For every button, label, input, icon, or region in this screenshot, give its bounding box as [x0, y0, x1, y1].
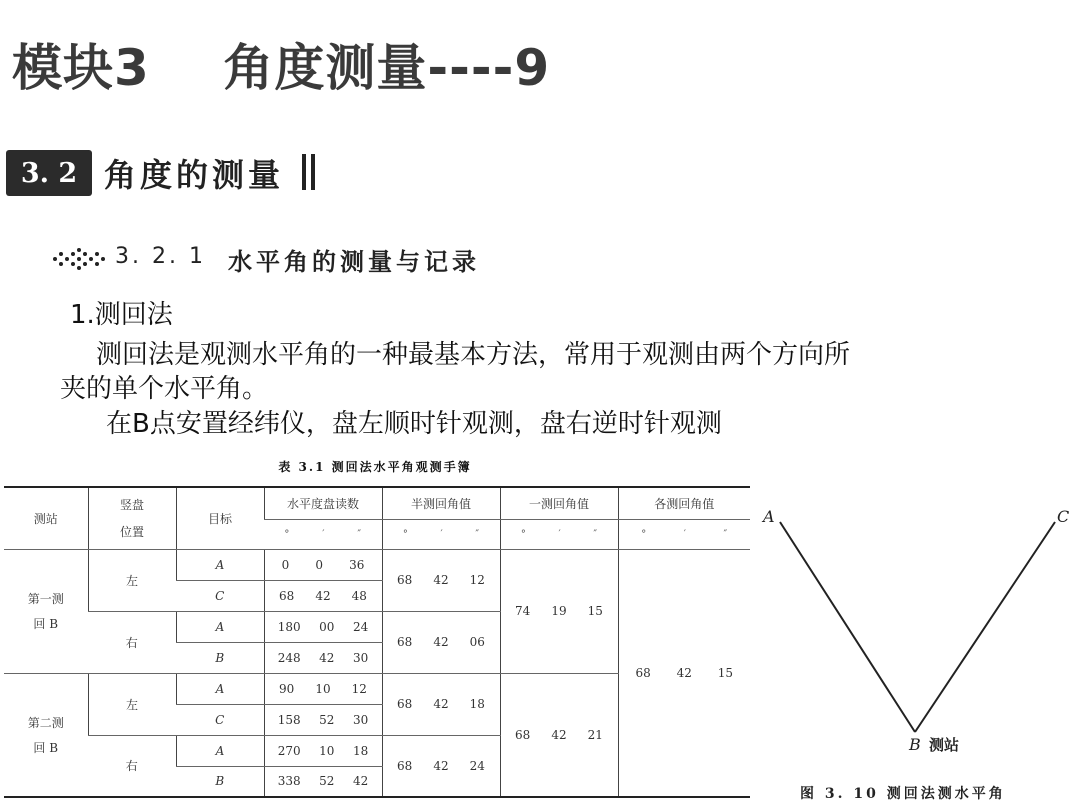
unit-sec: ″ [593, 528, 598, 540]
reading-deg: 338 [277, 774, 301, 789]
header-each: 各测回角值 [618, 487, 750, 519]
half-min: 42 [433, 573, 449, 587]
half-deg: 68 [397, 758, 413, 773]
target-cell: A [176, 549, 264, 580]
half-sec: 12 [469, 573, 485, 587]
target-cell: A [176, 735, 264, 766]
one-deg: 74 [515, 604, 531, 618]
reading-min: 0 [315, 557, 323, 572]
double-bar-icon [300, 152, 320, 192]
observation-table [4, 486, 750, 798]
reading-sec: 48 [351, 588, 367, 603]
header-vertical-position [88, 487, 176, 549]
unit-sec: ″ [357, 528, 362, 540]
one-min: 19 [551, 604, 567, 618]
reading-deg: 90 [279, 681, 295, 696]
reading-deg: 270 [277, 743, 301, 758]
reading-deg: 248 [277, 650, 301, 665]
unit-deg: ° [284, 528, 290, 540]
horizontal-angle-diagram [755, 500, 1075, 770]
header-position: 位置 [119, 525, 144, 540]
target-cell: B [176, 642, 264, 673]
unit-sec: ″ [723, 528, 728, 540]
station-label: 测站 [929, 736, 960, 754]
reading-min: 42 [315, 588, 331, 603]
subsection-number: 3. 2. 1 [115, 244, 206, 269]
reading-sec: 42 [352, 774, 369, 789]
reading-sec: 30 [352, 712, 369, 727]
header-target: 目标 [176, 487, 264, 549]
face-cell: 右 [88, 735, 176, 797]
half-sec: 24 [469, 758, 485, 773]
station-cell [4, 673, 88, 797]
half-min: 42 [433, 758, 449, 773]
half-deg: 68 [397, 573, 413, 587]
method-heading: 1.测回法 [70, 300, 173, 330]
method-line-3: 在B点安置经纬仪，盘左顺时针观测，盘右逆时针观测 [106, 409, 722, 439]
reading-sec: 36 [349, 557, 365, 572]
header-reading: 水平度盘读数 [264, 487, 382, 519]
target-cell: B [176, 766, 264, 797]
unit-min: ′ [683, 528, 686, 540]
each-deg: 68 [635, 665, 651, 680]
station-name: 第一测 [27, 592, 64, 606]
reading-sec: 18 [352, 743, 369, 758]
reading-min: 10 [315, 681, 331, 696]
point-c-label: C [1057, 507, 1070, 526]
one-min: 42 [551, 727, 567, 742]
station-name: 第二测 [27, 715, 64, 730]
half-sec: 18 [469, 697, 485, 711]
unit-deg: ° [402, 528, 408, 540]
reading-min: 10 [319, 743, 335, 758]
table-caption: 表 3.1 测回法水平角观测手簿 [278, 460, 472, 474]
face-cell: 左 [88, 673, 176, 735]
reading-sec: 12 [351, 681, 367, 696]
reading-sec: 24 [352, 619, 369, 634]
section-title: 角度的测量 [104, 156, 285, 194]
point-a-label: A [763, 507, 775, 526]
station-cell [4, 549, 88, 673]
method-line-2: 夹的单个水平角。 [60, 374, 269, 404]
line-ba [780, 522, 915, 732]
reading-min: 52 [319, 774, 335, 789]
reading-deg: 0 [281, 557, 290, 572]
header-half: 半测回角值 [382, 487, 500, 519]
target-cell: C [176, 704, 264, 735]
half-sec: 06 [469, 635, 485, 649]
reading-sec: 30 [352, 650, 369, 665]
face-cell: 右 [88, 611, 176, 673]
face-cell: 左 [88, 549, 176, 611]
one-sec: 21 [587, 727, 603, 742]
unit-min: ′ [440, 528, 443, 540]
reading-deg: 180 [277, 619, 301, 634]
half-deg: 68 [397, 635, 413, 649]
header-vertical: 竖盘 [119, 498, 144, 513]
half-min: 42 [433, 635, 449, 649]
one-sec: 15 [587, 604, 603, 618]
dots-decoration-icon [50, 244, 110, 270]
station-name: 回 B [33, 740, 59, 755]
reading-min: 00 [319, 619, 335, 634]
header-station: 测站 [4, 487, 88, 549]
one-deg: 68 [515, 727, 531, 742]
half-min: 42 [433, 697, 449, 711]
line-bc [915, 522, 1055, 732]
unit-min: ′ [322, 528, 325, 540]
method-line-1: 测回法是观测水平角的一种最基本方法，常用于观测由两个方向所 [96, 340, 851, 370]
each-min: 42 [676, 665, 692, 680]
each-sec: 15 [717, 665, 734, 680]
page-title: 模块3 角度测量----9 [12, 39, 551, 97]
target-cell: C [176, 580, 264, 611]
unit-sec: ″ [475, 528, 480, 540]
subsection-title: 水平角的测量与记录 [228, 248, 480, 276]
unit-deg: ° [641, 528, 647, 540]
header-one: 一测回角值 [500, 487, 618, 519]
reading-min: 42 [319, 650, 335, 665]
section-number-badge: 3. 2 [6, 150, 92, 196]
target-cell: A [176, 673, 264, 704]
point-b-label: B [909, 735, 921, 754]
target-cell: A [176, 611, 264, 642]
half-deg: 68 [397, 697, 413, 711]
table-row [4, 549, 750, 580]
reading-deg: 68 [279, 588, 295, 603]
unit-min: ′ [558, 528, 561, 540]
reading-min: 52 [319, 712, 335, 727]
figure-caption: 图 3. 10 测回法测水平角 [800, 786, 1006, 802]
station-name: 回 B [33, 617, 59, 631]
unit-deg: ° [520, 528, 526, 540]
reading-deg: 158 [277, 712, 301, 727]
